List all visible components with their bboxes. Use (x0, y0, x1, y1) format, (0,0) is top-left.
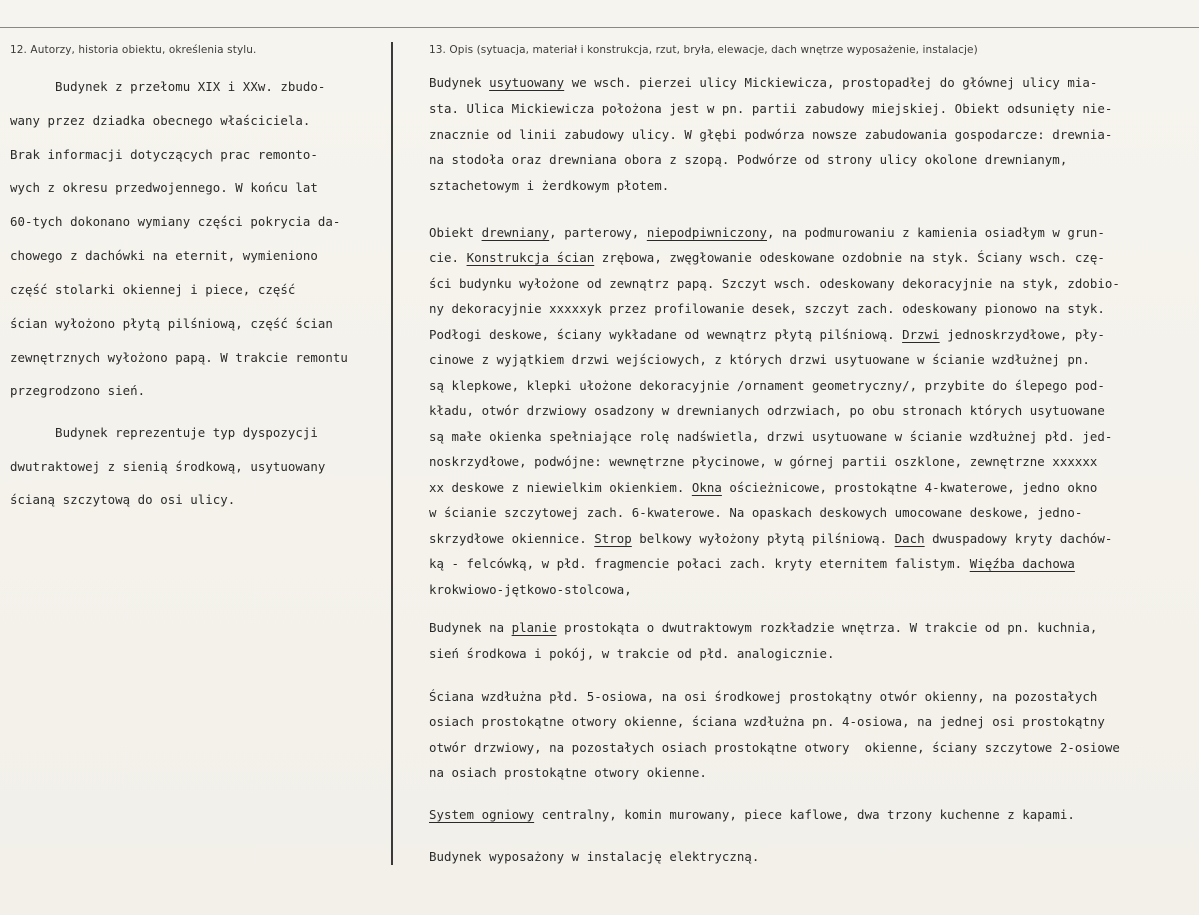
text-segment: skrzydłowe okiennice. (429, 531, 595, 546)
text-segment: krokwiowo-jętkowo-stolcowa, (429, 582, 632, 597)
underlined-term: System ogniowy (429, 807, 535, 822)
right-text-line (429, 689, 1097, 704)
right-text-line (429, 582, 632, 597)
text-segment: na osiach prostokątne otwory okienne. (429, 765, 707, 780)
right-text-line (429, 646, 835, 661)
right-text-line (429, 101, 1112, 116)
text-segment: cinowe z wyjątkiem drzwi wejściowych, z których drzwi usytuowane w ścianie wzdłużnej pn. (429, 352, 1090, 367)
underlined-term: planie (511, 620, 557, 635)
right-text-line (429, 714, 1105, 729)
text-segment: , parterowy, (549, 225, 647, 240)
left-text-line: ścian wyłożono płytą pilśniową, część ścian (10, 316, 333, 331)
text-segment: są klepkowe, klepki ułożone dekoracyjnie /ornament geometryczny/, przybite do ślepego pod- (429, 378, 1105, 393)
text-segment: noskrzydłowe, podwójne: wewnętrzne płycinowe, w górnej partii oszklone, zewnętrzne xxxxxx (429, 454, 1098, 469)
left-text-line: Budynek z przełomu XIX i XXw. zbudo- (10, 79, 326, 94)
right-text-line (429, 178, 669, 193)
right-text-line (429, 765, 707, 780)
right-text-line (429, 250, 1105, 265)
right-text-line (429, 556, 1075, 571)
underlined-term: Dach (894, 531, 925, 546)
text-segment: cie. (429, 250, 467, 265)
text-segment: w ścianie szczytowej zach. 6-kwaterowe. Na opaskach deskowych umocowane deskowe, jedno- (429, 505, 1083, 520)
right-text-line (429, 403, 1105, 418)
section-12-header: 12. Autorzy, historia obiektu, określenia stylu. (10, 44, 257, 56)
text-segment: ny dekoracyjnie xxxxxyk przez profilowanie desek, szczyt zach. odeskowany pionowo na styk. (429, 301, 1105, 316)
underlined-term: Konstrukcja ścian (466, 250, 595, 265)
left-text-line: 60-tych dokonano wymiany części pokrycia da- (10, 214, 341, 229)
right-text-line (429, 849, 759, 864)
text-segment: ościeżnicowe, prostokątne 4-kwaterowe, jedno okno (721, 480, 1098, 495)
right-text-line (429, 429, 1112, 444)
section-13-header: 13. Opis (sytuacja, materiał i konstrukcja, rzut, bryła, elewacje, dach wnętrze wyposażenie, instalacje) (429, 44, 978, 56)
right-text-line (429, 327, 1105, 342)
text-segment: zrębowa, zwęgłowanie odeskowane ozdobnie na styk. Ściany wsch. czę- (594, 250, 1105, 265)
right-text-line (429, 378, 1105, 393)
left-text-line: chowego z dachówki na eternit, wymieniono (10, 248, 318, 263)
left-text-line: zewnętrznych wyłożono papą. W trakcie remontu (10, 350, 348, 365)
underlined-term: niepodpiwniczony (646, 225, 767, 240)
right-text-line (429, 127, 1112, 142)
text-segment: jednoskrzydłowe, pły- (939, 327, 1105, 342)
text-segment: kładu, otwór drzwiowy osadzony w drewnianych odrzwiach, po obu stronach których usytuowane (429, 403, 1105, 418)
underlined-term: Więźba dachowa (969, 556, 1075, 571)
column-divider (391, 42, 393, 865)
text-segment: prostokąta o dwutraktowym rozkładzie wnętrza. W trakcie od pn. kuchnia, (556, 620, 1098, 635)
right-text-line (429, 301, 1105, 316)
text-segment: Podłogi deskowe, ściany wykładane od wewnątrz płytą pilśniową. (429, 327, 903, 342)
text-segment: Budynek wyposażony w instalację elektryczną. (429, 849, 760, 864)
text-segment: są małe okienka spełniające rolę nadświetla, drzwi usytuowane w ścianie wzdłużnej płd. jed- (429, 429, 1113, 444)
right-text-line (429, 454, 1097, 469)
left-text-line: dwutraktowej z sienią środkową, usytuowany (10, 459, 326, 474)
underlined-term: usytuowany (489, 75, 565, 90)
left-text-line: przegrodzono sień. (10, 383, 146, 398)
right-text-line (429, 225, 1105, 240)
text-segment: xx deskowe z niewielkim okienkiem. (429, 480, 692, 495)
text-segment: ką - felcówką, w płd. fragmencie połaci zach. kryty eternitem falistym. (429, 556, 970, 571)
text-segment: sta. Ulica Mickiewicza położona jest w pn. partii zabudowy miejskiej. Obiekt odsunięty nie- (429, 101, 1113, 116)
text-segment: sień środkowa i pokój, w trakcie od płd. analogicznie. (429, 646, 835, 661)
right-text-line (429, 352, 1090, 367)
right-text-line (429, 480, 1097, 495)
text-segment: Budynek na (429, 620, 512, 635)
text-segment: Obiekt (429, 225, 482, 240)
left-text-line: wych z okresu przedwojennego. W końcu lat (10, 180, 318, 195)
right-text-line (429, 505, 1082, 520)
text-segment: belkowy wyłożony płytą pilśniową. (631, 531, 895, 546)
right-text-line (429, 807, 1075, 822)
left-text-line: Brak informacji dotyczących prac remonto- (10, 147, 318, 162)
right-text-line (429, 152, 1067, 167)
underlined-term: drewniany (481, 225, 550, 240)
text-segment: , na podmurowaniu z kamienia osiadłym w grun- (766, 225, 1105, 240)
top-rule (0, 27, 1199, 28)
text-segment: otwór drzwiowy, na pozostałych osiach prostokątne otwory okienne, ściany szczytowe 2-osiowe (429, 740, 1120, 755)
text-segment: ści budynku wyłożone od zewnątrz papą. Szczyt wsch. odeskowany dekoracyjnie na styk, zdobio- (429, 276, 1120, 291)
text-segment: znacznie od linii zabudowy ulicy. W głębi podwórza nowsze zabudowania gospodarcze: drewnia- (429, 127, 1113, 142)
text-segment: Budynek (429, 75, 490, 90)
text-segment: dwuspadowy kryty dachów- (924, 531, 1113, 546)
left-text-line: część stolarki okiennej i piece, część (10, 282, 296, 297)
left-text-line: wany przez dziadka obecnego właściciela. (10, 113, 311, 128)
text-segment: Ściana wzdłużna płd. 5-osiowa, na osi środkowej prostokątny otwór okienny, na pozostałych (429, 689, 1098, 704)
right-text-line (429, 531, 1112, 546)
text-segment: na stodoła oraz drewniana obora z szopą. Podwórze od strony ulicy okolone drewnianym, (429, 152, 1068, 167)
text-segment: centralny, komin murowany, piece kaflowe, dwa trzony kuchenne z kapami. (534, 807, 1075, 822)
text-segment: sztachetowym i żerdkowym płotem. (429, 178, 670, 193)
text-segment: we wsch. pierzei ulicy Mickiewicza, prostopadłej do głównej ulicy mia- (564, 75, 1098, 90)
left-text-line: Budynek reprezentuje typ dyspozycji (10, 425, 318, 440)
underlined-term: Strop (594, 531, 632, 546)
right-text-line (429, 276, 1120, 291)
text-segment: osiach prostokątne otwory okienne, ściana wzdłużna pn. 4-osiowa, na jednej osi prostokątny (429, 714, 1105, 729)
underlined-term: Drzwi (902, 327, 940, 342)
right-text-line (429, 740, 1120, 755)
left-text-line: ścianą szczytową do osi ulicy. (10, 492, 236, 507)
right-text-line (429, 75, 1097, 90)
underlined-term: Okna (691, 480, 722, 495)
right-text-line (429, 620, 1097, 635)
